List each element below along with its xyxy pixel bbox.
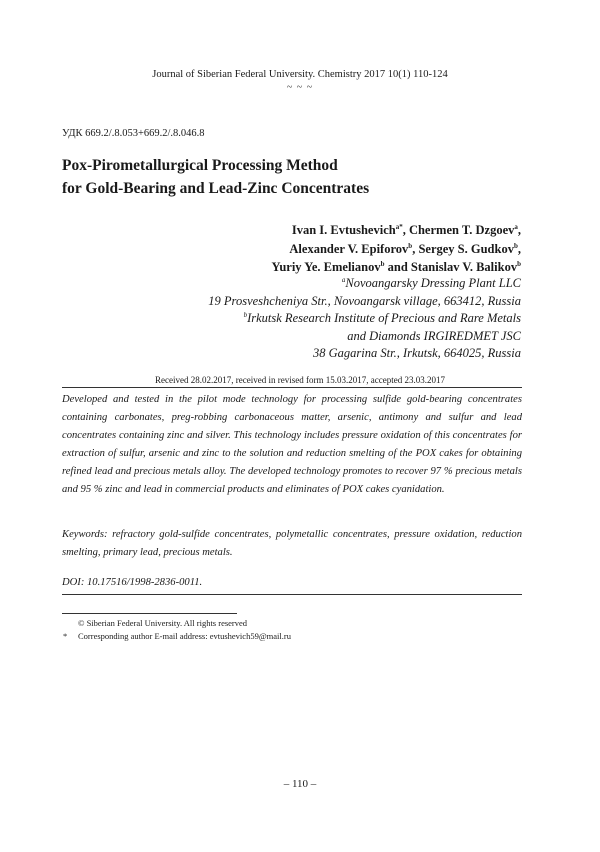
journal-header: Journal of Siberian Federal University. Chemistry 2017 10(1) 110-124 <box>152 69 448 80</box>
footnote-marker: * <box>63 631 68 641</box>
affiliation-a-address: 19 Prosveshcheniya Str., Novoangarsk village, 663412, Russia <box>208 293 521 308</box>
author-superscript: a* <box>395 223 403 231</box>
author-separator: , <box>517 223 521 237</box>
author-superscript: b <box>513 241 518 250</box>
author-superscript: b <box>380 260 385 268</box>
author-separator: , <box>402 223 409 237</box>
received-dates: Received 28.02.2017, received in revised form 15.03.2017, accepted 23.03.2017 <box>155 375 445 385</box>
author-list <box>271 221 521 277</box>
abstract-bottom-rule <box>62 594 522 595</box>
affiliation-b-address: 38 Gagarina Str., Irkutsk, 664025, Russia <box>313 346 521 360</box>
author-name: Sergey S. Gudkov <box>418 241 514 256</box>
affiliation-superscript: a <box>341 276 346 284</box>
keywords-text: Keywords: refractory gold-sulfide concentrates, polymetallic concentrates, pressure oxidation, reduction smelting, primary lead, precious metals. <box>62 529 522 559</box>
affiliation-a-name <box>208 275 521 293</box>
author-superscript: b <box>517 260 521 268</box>
footnote-copyright: © Siberian Federal University. All rights reserved <box>78 618 248 628</box>
page-number: – 110 – <box>283 778 317 790</box>
abstract-top-rule <box>62 387 522 388</box>
author-superscript: a <box>514 223 518 231</box>
doi-text: DOI: 10.17516/1998-2836-0011. <box>62 577 203 588</box>
affiliation-text: Irkutsk Research Institute of Precious and Rare Metals <box>247 311 521 325</box>
author-line-3 <box>271 258 521 277</box>
footnote-corresponding-author: Corresponding author E-mail address: evtushevich59@mail.ru <box>78 631 291 641</box>
author-conjunction: and <box>384 260 411 274</box>
affiliation-text: Novoangarsky Dressing Plant LLC <box>345 276 521 290</box>
affiliations <box>208 275 521 363</box>
title-line-1: Pox-Pirometallurgical Processing Method <box>62 157 338 174</box>
author-separator: , <box>412 241 419 256</box>
author-name: Yuriy Ye. Emelianov <box>271 260 381 274</box>
author-name: Chermen T. Dzgoev <box>408 223 515 237</box>
affiliation-superscript: b <box>243 311 248 319</box>
author-superscript: b <box>408 241 413 250</box>
author-line-1 <box>271 221 521 240</box>
author-name: Stanislav V. Balikov <box>410 260 518 274</box>
author-name: Alexander V. Epiforov <box>289 241 409 256</box>
author-name: Ivan I. Evtushevich <box>291 223 396 237</box>
paper-title <box>62 154 542 200</box>
udk-code: УДК 669.2/.8.053+669.2/.8.046.8 <box>62 128 205 139</box>
abstract-text: Developed and tested in the pilot mode technology for processing sulfide gold-bearing concentrates containing carbonates, preg-robbing carbonaceous matter, arsenic, antimony and sulfur and lead concentrates containing zinc and silver. This technology includes pressure oxidation of this concentrates for extraction of sulfur, arsenic and zinc to the solution and reduction smelting of the POX cakes for obtaining refined lead and precious metals alloy. The developed technology promotes to recover 97 % precious metals and 95 % zinc and lead in commercial products and eliminates of POX cakes cyanidation. <box>62 394 522 496</box>
footnote-rule <box>62 613 237 614</box>
header-ornament: ~ ~ ~ <box>286 82 314 93</box>
affiliation-b-name <box>208 310 521 328</box>
author-separator: , <box>517 241 521 256</box>
title-line-2: for Gold-Bearing and Lead-Zinc Concentrates <box>62 180 370 197</box>
affiliation-b-name-cont: and Diamonds IRGIREDMET JSC <box>347 328 521 343</box>
author-line-2 <box>271 240 521 259</box>
